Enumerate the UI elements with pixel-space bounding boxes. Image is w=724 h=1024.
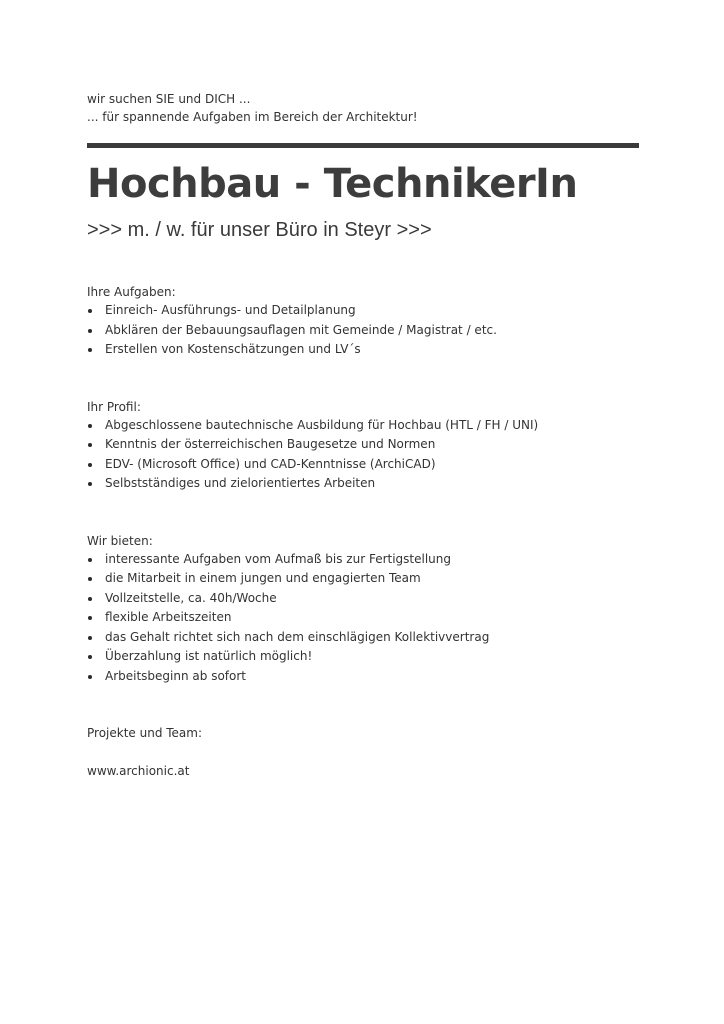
section-heading-projekte: Projekte und Team: [87,726,203,740]
bullet-icon [88,348,92,352]
list-item-text: interessante Aufgaben vom Aufmaß bis zur Fertigstellung [105,551,452,566]
bullet-icon [88,309,92,313]
list-item-text: Abgeschlossene bautechnische Ausbildung für Hochbau (HTL / FH / UNI) [105,417,539,432]
list-item-text: Selbstständiges und zielorientiertes Arbeiten [105,476,376,490]
intro-line-1: wir suchen SIE und DICH ... [87,92,251,106]
list-item [87,455,639,475]
section-heading-bieten: Wir bieten: [87,533,153,548]
bullet-icon [88,597,92,601]
list-item-text: Erstellen von Kostenschätzungen und LV´s [105,342,361,356]
bullet-icon [88,675,92,679]
list-item [87,550,639,570]
list-item [87,667,639,687]
list-item-text: flexible Arbeitszeiten [105,610,232,624]
header-divider [87,143,639,148]
list-item [87,301,639,321]
bullet-icon [88,577,92,581]
bullet-icon [88,636,92,640]
list-profil [87,416,639,494]
intro-line-2: ... für spannende Aufgaben im Bereich der Architektur! [87,110,418,124]
list-item [87,321,639,341]
list-item-text: Vollzeitstelle, ca. 40h/Woche [105,590,277,605]
list-item-text: Kenntnis der österreichischen Baugesetze und Normen [105,437,436,451]
page-subtitle: >>> m. / w. für unser Büro in Steyr >>> [87,219,432,241]
bullet-icon [88,329,92,333]
list-aufgaben [87,301,639,360]
list-item [87,435,639,455]
bullet-icon [88,558,92,562]
list-item-text: die Mitarbeit in einem jungen und engagierten Team [105,571,421,585]
list-item [87,474,639,494]
section-heading-profil: Ihr Profil: [87,399,141,414]
list-item [87,416,639,436]
list-item [87,628,639,648]
list-item-text: Abklären der Bebauungsauflagen mit Gemeinde / Magistrat / etc. [105,322,497,337]
list-item [87,340,639,360]
section-heading-aufgaben: Ihre Aufgaben: [87,285,176,299]
list-item-text: Überzahlung ist natürlich möglich! [105,649,313,663]
bullet-icon [88,655,92,659]
list-item-text: das Gehalt richtet sich nach dem einschlägigen Kollektivvertrag [105,629,490,644]
list-bieten [87,550,639,687]
list-item-text: EDV- (Microsoft Office) und CAD-Kenntnisse (ArchiCAD) [105,456,436,471]
list-item [87,647,639,667]
bullet-icon [88,443,92,447]
list-item [87,589,639,609]
bullet-icon [88,482,92,486]
bullet-icon [88,463,92,467]
job-posting-page [87,90,639,780]
list-item-text: Arbeitsbeginn ab sofort [105,668,246,683]
page-title: Hochbau - TechnikerIn [87,161,578,207]
bullet-icon [88,616,92,620]
list-item [87,608,639,628]
bullet-icon [88,424,92,428]
list-item [87,569,639,589]
list-item-text: Einreich- Ausführungs- und Detailplanung [105,303,356,317]
website-link[interactable]: www.archionic.at [87,764,190,778]
